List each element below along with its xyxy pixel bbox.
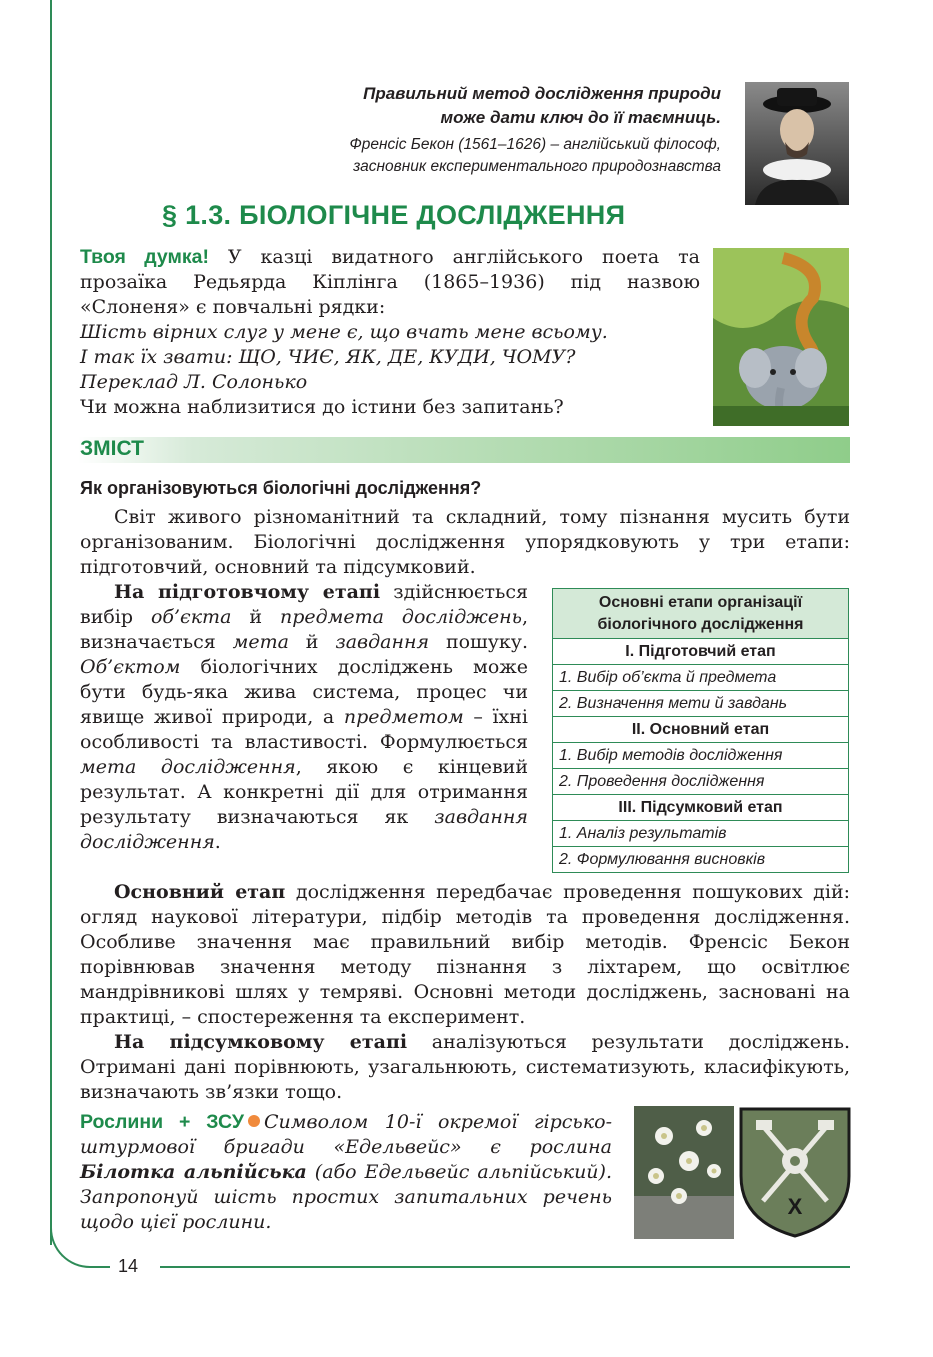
think-question: Чи можна наблизитися до істини без запитань?	[80, 396, 564, 418]
page-frame-bottom	[160, 1266, 850, 1268]
italic-term: мета	[232, 631, 289, 653]
epigraph-quote	[349, 82, 721, 130]
paragraph-intro: Світ живого різноманітний та складний, тому пізнання мусить бути організованим. Біологічні дослідження упорядковують у три етапи: підготовчий, основний та підсумковий.	[80, 506, 850, 578]
think-lead: Твоя думка!	[80, 246, 209, 268]
text-run: дослідження передбачає проведення пошукових дій: огляд наукової літератури, підбір методів та проведення дослідження. Особливе значення має правильний вибір методів. Френсіс Бекон порівнював значення методу пізнання з ліхтарем, що освітлює мандрівникові шлях у темряві. Основні методи досліджень, засновані на практиці, – спостереження та експеримент.	[80, 881, 851, 1028]
paragraph-main-stage	[80, 880, 850, 1030]
elephant-illustration	[713, 248, 849, 426]
bold-term: Білотка альпійська	[80, 1161, 307, 1183]
epigraph-quote-line: може дати ключ до її таємниць.	[440, 108, 721, 127]
content-heading: ЗМІСТ	[80, 437, 144, 460]
text-run: (або Едельвейс альпійський). Запропонуй шість простих запитальних речень щодо цієї рослини.	[80, 1161, 612, 1233]
zsu-lead: Рослини + ЗСУ	[80, 1111, 244, 1133]
table-row: 1. Вибір об’єкта й предмета	[553, 665, 849, 691]
poem-translator: Переклад Л. Солонько	[80, 371, 308, 393]
text-run: аналізуються результати досліджень. Отримані дані порівнюють, узагальнюють, систематизують, класифікують, визначають зв’язки тощо.	[80, 1031, 851, 1103]
table-row: 1. Вибір методів дослідження	[553, 743, 849, 769]
bold-term: На підсумковому етапі	[114, 1031, 408, 1053]
page-frame-left	[50, 0, 52, 1245]
italic-term: мета дослідження	[80, 756, 296, 778]
text-run: .	[214, 831, 221, 853]
italic-term: об’єкта	[150, 606, 232, 628]
epigraph-author-line: засновник експериментального природознавства	[353, 158, 721, 175]
paragraphs-main-final	[80, 880, 850, 1105]
poem-line: Шість вірних слуг у мене є, що вчать мене всьому.	[80, 321, 608, 343]
table-header-line: Основні етапи організації	[598, 593, 803, 611]
content-bar	[78, 437, 850, 463]
text-run: , якою є кінцевий результат. А конкретні дії для отримання результату визначаються як	[80, 756, 529, 828]
text-run: й	[288, 631, 336, 653]
epigraph-author-line: Френсіс Бекон (1561–1626) – англійський філософ,	[349, 136, 721, 153]
italic-term: завдання	[335, 631, 430, 653]
sub-heading: Як організовуються біологічні дослідження?	[80, 478, 482, 498]
italic-term: Об’єктом	[80, 656, 181, 678]
table-row: 1. Аналіз результатів	[553, 821, 849, 847]
table-header-line: біологічного дослідження	[597, 615, 804, 633]
think-box	[80, 245, 700, 420]
section-title: § 1.3. БІОЛОГІЧНЕ ДОСЛІДЖЕННЯ	[162, 200, 626, 230]
emblem-number: Х	[787, 1194, 803, 1219]
table-row: 2. Формулювання висновків	[553, 847, 849, 873]
text-run: здійснюється вибір	[80, 581, 529, 628]
bold-term: На підготовчому етапі	[114, 581, 381, 603]
page-number: 14	[118, 1256, 139, 1276]
epigraph-author	[349, 134, 721, 178]
text-run: біологічних досліджень може бути будь-яка жива система, процес чи явище живої природи, а	[80, 656, 528, 728]
edelweiss-photo	[634, 1106, 734, 1239]
italic-term: завдання дослідження	[80, 806, 528, 853]
table-stage: ІІ. Основний етап	[553, 717, 849, 743]
bacon-portrait-image	[745, 82, 849, 205]
table-row: 2. Визначення мети й завдань	[553, 691, 849, 717]
text-run: , визначається	[80, 606, 529, 653]
bold-term: Основний етап	[114, 881, 286, 903]
paragraph-final-stage	[80, 1030, 850, 1105]
think-intro	[80, 245, 700, 320]
stages-table	[552, 588, 849, 873]
table-stage: ІІІ. Підсумковий етап	[553, 795, 849, 821]
epigraph	[349, 82, 721, 178]
table-header	[553, 589, 849, 639]
poem-line: І так їх звати: ЩО, ЧИЄ, ЯК, ДЕ, КУДИ, ЧОМУ?	[80, 346, 576, 368]
text-run: пошуку.	[429, 631, 528, 653]
table-row: 2. Проведення дослідження	[553, 769, 849, 795]
plants-zsu-box	[80, 1110, 612, 1235]
italic-term: предметом	[343, 706, 464, 728]
text-run: Символом 10-ї окремої гірсько-штурмової бригади «Едельвейс» є рослина	[80, 1111, 612, 1158]
brigade-emblem	[738, 1106, 852, 1239]
flower-bullet-icon	[248, 1115, 260, 1127]
paragraph-prep-stage	[80, 580, 528, 855]
epigraph-quote-line: Правильний метод дослідження природи	[363, 84, 721, 103]
italic-term: предмета досліджень	[279, 606, 522, 628]
text-run: й	[231, 606, 280, 628]
think-intro-text: У казці видатного англійського поета та прозаїка Редьярда Кіплінга (1865–1936) під назвою «Слоненя» є повчальні рядки:	[80, 246, 700, 318]
table-stage: І. Підготовчий етап	[553, 639, 849, 665]
text-run: – їхні особливості та властивості. Формулюється	[80, 706, 528, 753]
